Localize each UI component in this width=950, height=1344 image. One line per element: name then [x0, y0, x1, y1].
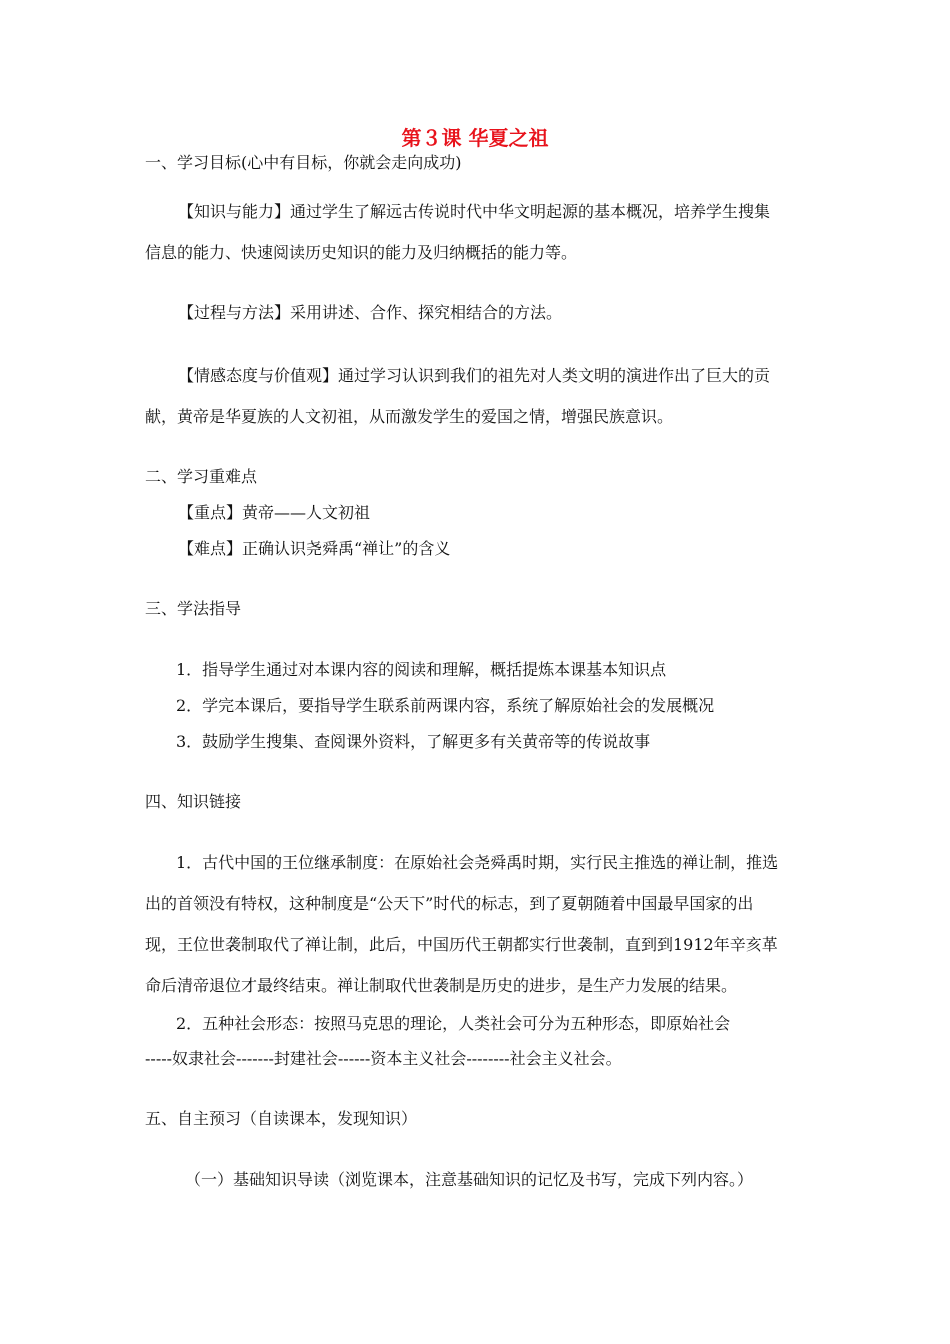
method-item-1: 1．指导学生通过对本课内容的阅读和理解，概括提炼本课基本知识点 — [176, 660, 667, 679]
emotion-values-line-2: 献，黄帝是华夏族的人文初祖，从而激发学生的爱国之情，增强民族意识。 — [145, 407, 674, 426]
preview-subsection-1: （一）基础知识导读（浏览课本，注意基础知识的记忆及书写，完成下列内容。） — [185, 1170, 754, 1189]
emotion-values-line-1: 【情感态度与价值观】通过学习认识到我们的祖先对人类文明的演进作出了巨大的贡 — [178, 366, 771, 385]
method-item-3: 3．鼓励学生搜集、查阅课外资料，了解更多有关黄帝等的传说故事 — [176, 732, 651, 751]
link-item-1-line-3: 现，王位世袭制取代了禅让制，此后，中国历代王朝都实行世袭制，直到到1912年辛亥革 — [145, 935, 778, 954]
section-3-heading: 三、学法指导 — [145, 599, 242, 618]
link-item-1-line-2: 出的首领没有特权，这种制度是“公天下”时代的标志，到了夏朝随着中国最早国家的出 — [145, 894, 754, 913]
section-2-heading: 二、学习重难点 — [145, 467, 258, 486]
knowledge-ability-line-2: 信息的能力、快速阅读历史知识的能力及归纳概括的能力等。 — [145, 243, 578, 262]
knowledge-ability-line-1: 【知识与能力】通过学生了解远古传说时代中华文明起源的基本概况，培养学生搜集 — [178, 202, 771, 221]
section-4-heading: 四、知识链接 — [145, 792, 242, 811]
link-item-1-line-4: 命后清帝退位才最终结束。禅让制取代世袭制是历史的进步，是生产力发展的结果。 — [145, 976, 738, 995]
lesson-title: 第３课 华夏之祖 — [401, 126, 549, 150]
link-item-2-line-1: 2．五种社会形态：按照马克思的理论，人类社会可分为五种形态，即原始社会 — [176, 1014, 731, 1033]
method-item-2: 2．学完本课后，要指导学生联系前两课内容，系统了解原始社会的发展概况 — [176, 696, 715, 715]
link-item-1-line-1: 1．古代中国的王位继承制度：在原始社会尧舜禹时期，实行民主推选的禅让制，推选 — [176, 853, 779, 872]
section-5-heading: 五、自主预习（自读课本，发现知识） — [145, 1109, 418, 1128]
difficult-point: 【难点】正确认识尧舜禹“禅让”的含义 — [178, 539, 451, 558]
process-method: 【过程与方法】采用讲述、合作、探究相结合的方法。 — [178, 303, 563, 322]
key-point: 【重点】黄帝——人文初祖 — [178, 503, 371, 522]
link-item-2-line-2: -----奴隶社会-------封建社会------资本主义社会--------社会主义社会。 — [145, 1049, 622, 1068]
section-1-heading: 一、学习目标(心中有目标，你就会走向成功) — [145, 153, 462, 172]
